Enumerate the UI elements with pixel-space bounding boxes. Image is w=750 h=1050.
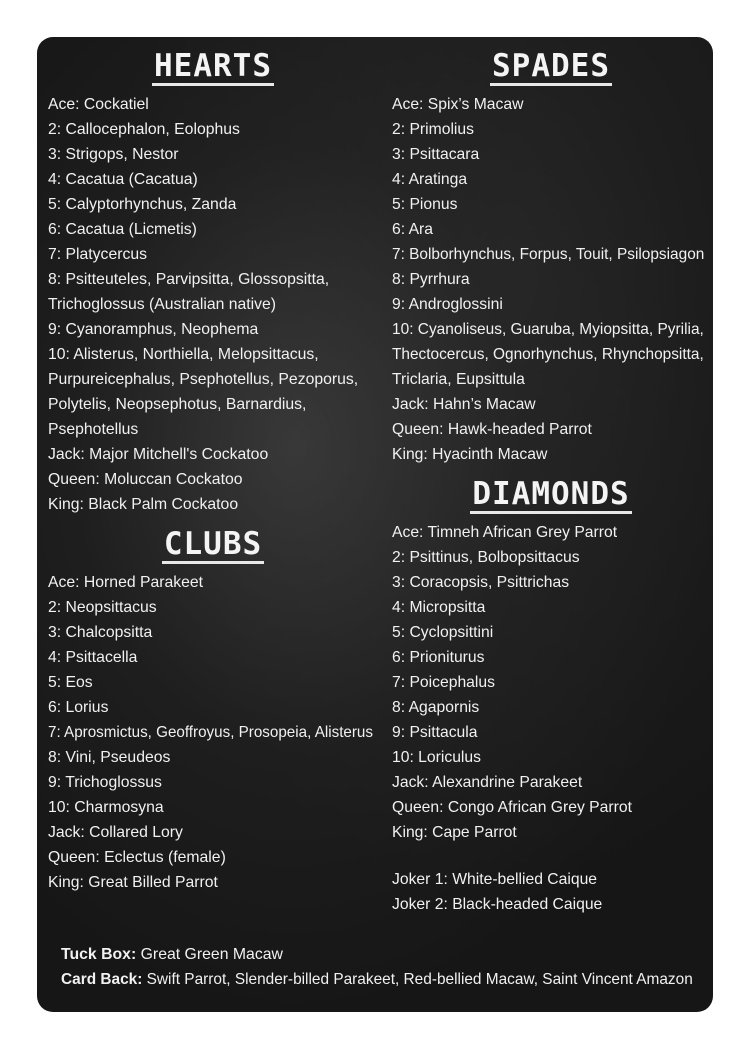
list-item: 8: Psitteuteles, Parvipsitta, Glossopsitta,	[48, 271, 330, 288]
list-item: 9: Psittacula	[392, 724, 478, 741]
list-item: 5: Calyptorhynchus, Zanda	[48, 196, 237, 213]
list-item: 7: Aprosmictus, Geoffroyus, Prosopeia, Alisterus	[48, 724, 373, 741]
list-item: 6: Cacatua (Licmetis)	[48, 221, 197, 238]
list-item: 6: Lorius	[48, 699, 109, 716]
list-item: King: Hyacinth Macaw	[392, 446, 548, 463]
list-item: Jack: Collared Lory	[48, 824, 183, 841]
diamonds-title	[392, 475, 710, 514]
diamonds-list	[392, 520, 710, 845]
list-item: 3: Coracopsis, Psittrichas	[392, 574, 570, 591]
list-item: Ace: Spix’s Macaw	[392, 96, 524, 113]
list-item: Psephotellus	[48, 421, 139, 438]
list-item: 9: Trichoglossus	[48, 774, 162, 791]
list-item: 2: Psittinus, Bolbopsittacus	[392, 549, 580, 566]
list-item: 5: Eos	[48, 674, 93, 691]
list-item: Ace: Timneh African Grey Parrot	[392, 524, 618, 541]
right-column	[392, 47, 710, 917]
list-item: 6: Ara	[392, 221, 434, 238]
list-item: 4: Cacatua (Cacatua)	[48, 171, 198, 188]
list-item: Thectocercus, Ognorhynchus, Rhynchopsitta,	[392, 346, 704, 363]
list-item: 9: Androglossini	[392, 296, 503, 313]
list-item: Queen: Eclectus (female)	[48, 849, 226, 866]
left-column	[48, 47, 378, 895]
list-item: Queen: Moluccan Cockatoo	[48, 471, 243, 488]
list-item: 4: Psittacella	[48, 649, 138, 666]
list-item: Ace: Cockatiel	[48, 96, 149, 113]
list-item: 2: Neopsittacus	[48, 599, 157, 616]
list-item: Queen: Hawk-headed Parrot	[392, 421, 592, 438]
list-item: 5: Cyclopsittini	[392, 624, 494, 641]
clubs-title-text: CLUBS	[163, 526, 263, 562]
chalkboard-panel	[37, 37, 713, 1012]
spades-title-text: SPADES	[492, 48, 610, 84]
list-item: 9: Cyanoramphus, Neophema	[48, 321, 259, 338]
card-back-line	[61, 967, 693, 992]
clubs-title	[48, 525, 378, 564]
list-item: Jack: Major Mitchell's Cockatoo	[48, 446, 269, 463]
list-item: Queen: Congo African Grey Parrot	[392, 799, 632, 816]
list-item: Joker 1: White-bellied Caique	[392, 871, 598, 888]
list-item: 3: Chalcopsitta	[48, 624, 153, 641]
list-item: 10: Cyanoliseus, Guaruba, Myiopsitta, Pyrilia,	[392, 321, 704, 338]
diamonds-title-text: DIAMONDS	[472, 476, 630, 512]
list-item: 8: Vini, Pseudeos	[48, 749, 171, 766]
list-item: Joker 2: Black-headed Caique	[392, 896, 603, 913]
list-item: 3: Strigops, Nestor	[48, 146, 179, 163]
list-item: 7: Platycercus	[48, 246, 147, 263]
list-item: Purpureicephalus, Psephotellus, Pezoporus,	[48, 371, 359, 388]
list-item: King: Cape Parrot	[392, 824, 517, 841]
list-item: 7: Poicephalus	[392, 674, 495, 691]
list-item: 4: Aratinga	[392, 171, 468, 188]
list-item: 3: Psittacara	[392, 146, 480, 163]
hearts-title	[48, 47, 378, 86]
list-item: Trichoglossus (Australian native)	[48, 296, 277, 313]
list-item: Jack: Alexandrine Parakeet	[392, 774, 583, 791]
list-item: 7: Bolborhynchus, Forpus, Touit, Psilopsiagon	[392, 246, 705, 263]
hearts-list	[48, 92, 378, 517]
spades-title	[392, 47, 710, 86]
list-item: 4: Micropsitta	[392, 599, 486, 616]
tuck-box-value: Great Green Macaw	[136, 946, 283, 963]
list-item: King: Great Billed Parrot	[48, 874, 218, 891]
card-back-value: Swift Parrot, Slender-billed Parakeet, Red-bellied Macaw, Saint Vincent Amazon	[142, 971, 693, 988]
list-item: Polytelis, Neopsephotus, Barnardius,	[48, 396, 307, 413]
list-item: 2: Primolius	[392, 121, 474, 138]
list-item: King: Black Palm Cockatoo	[48, 496, 239, 513]
clubs-list	[48, 570, 378, 895]
list-item: Jack: Hahn’s Macaw	[392, 396, 536, 413]
footer-credits	[61, 942, 701, 992]
list-item: 5: Pionus	[392, 196, 458, 213]
hearts-title-text: HEARTS	[154, 48, 272, 84]
spades-list	[392, 92, 710, 467]
list-item: 10: Charmosyna	[48, 799, 164, 816]
list-item: 10: Loriculus	[392, 749, 481, 766]
list-item: 6: Prioniturus	[392, 649, 485, 666]
list-item: Ace: Horned Parakeet	[48, 574, 204, 591]
list-item: 8: Agapornis	[392, 699, 480, 716]
tuck-box-label: Tuck Box:	[61, 946, 137, 963]
list-item: 8: Pyrrhura	[392, 271, 470, 288]
card-back-label: Card Back:	[61, 971, 143, 988]
list-item: 10: Alisterus, Northiella, Melopsittacus,	[48, 346, 319, 363]
list-item: 2: Callocephalon, Eolophus	[48, 121, 240, 138]
tuck-box-line	[61, 942, 693, 967]
list-item: Triclaria, Eupsittula	[392, 371, 525, 388]
jokers-list	[392, 867, 710, 917]
